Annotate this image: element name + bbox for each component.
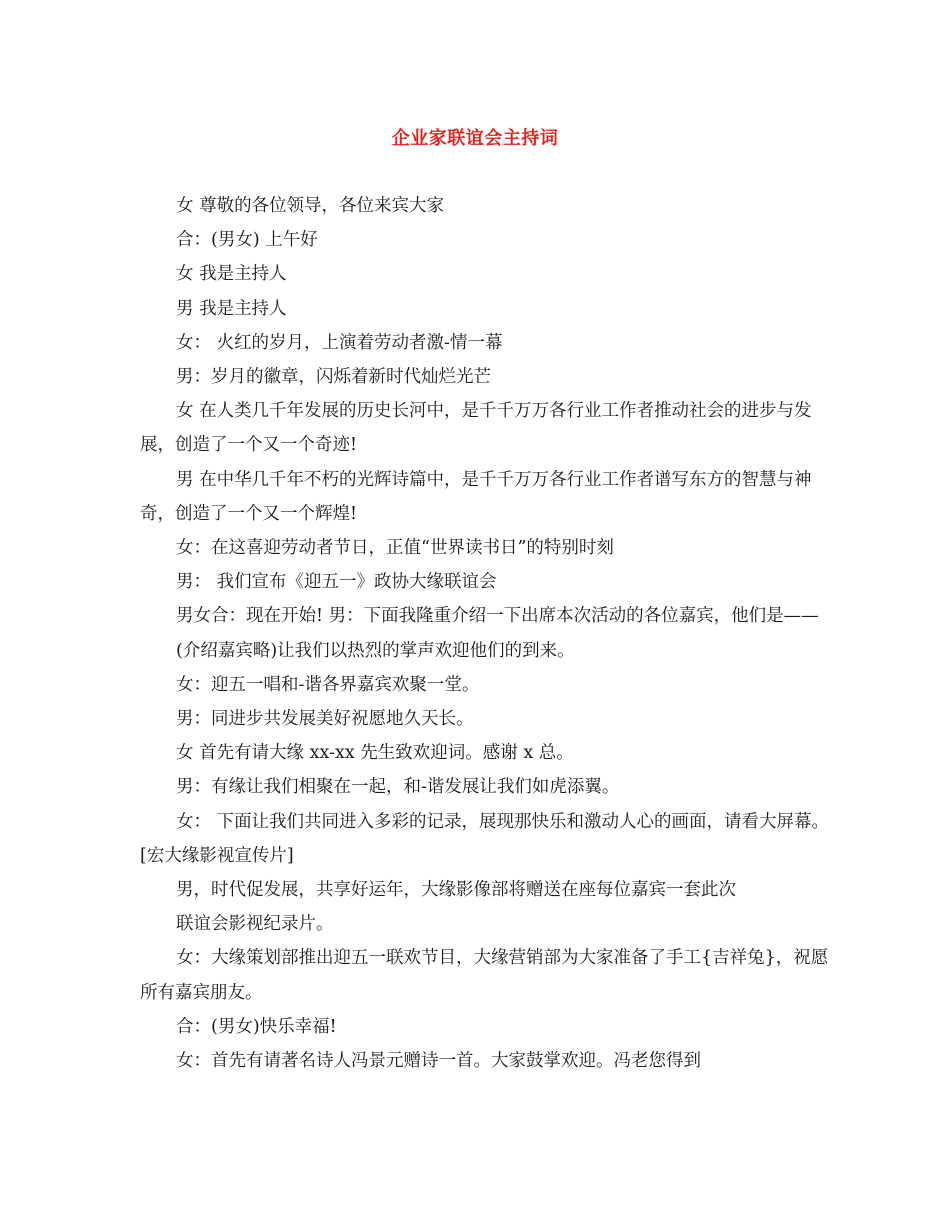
paragraph: 女：迎五一唱和-谐各界嘉宾欢聚一堂。 xyxy=(176,674,480,695)
paragraph: 男女合：现在开始! 男：下面我隆重介绍一下出席本次活动的各位嘉宾，他们是—— xyxy=(176,606,819,627)
paragraph: 女 我是主持人 xyxy=(176,264,287,285)
paragraph: 女：在这喜迎劳动者节日，正值“世界读书日”的特别时刻 xyxy=(176,538,614,559)
paragraph: 女 尊敬的各位领导，各位来宾大家 xyxy=(176,196,445,216)
document-title: 企业家联谊会主持词 xyxy=(391,128,559,149)
paragraph: 男：有缘让我们相聚在一起，和-谐发展让我们如虎添翼。 xyxy=(176,777,620,798)
paragraph: 女： 下面让我们共同进入多彩的记录，展现那快乐和激动人心的画面，请看大屏幕。[宏大缘影视宣传片] xyxy=(140,811,830,866)
paragraph: (介绍嘉宾略)让我们以热烈的掌声欢迎他们的到来。 xyxy=(176,640,575,661)
document-body xyxy=(140,189,830,1078)
paragraph: 女 在人类几千年发展的历史长河中，是千千万万各行业工作者推动社会的进步与发展，创造了一个又一个奇迹! xyxy=(140,401,812,456)
paragraph: 男 我是主持人 xyxy=(176,298,287,319)
paragraph: 男：同进步共发展美好祝愿地久天长。 xyxy=(176,709,474,730)
paragraph: 联谊会影视纪录片。 xyxy=(176,914,334,935)
paragraph: 合：(男女) 上午好 xyxy=(176,230,318,251)
paragraph: 男 在中华几千年不朽的光辉诗篇中，是千千万万各行业工作者谱写东方的智慧与神奇，创造了一个又一个辉煌! xyxy=(140,469,812,524)
paragraph: 男： 我们宣布《迎五一》政协大缘联谊会 xyxy=(176,572,497,593)
paragraph: 女 首先有请大缘 xx-xx 先生致欢迎词。感谢 x 总。 xyxy=(176,743,574,764)
paragraph: 女：大缘策划部推出迎五一联欢节目，大缘营销部为大家准备了手工{吉祥兔}，祝愿所有嘉宾朋友。 xyxy=(140,948,829,1003)
paragraph: 女： 火红的岁月，上演着劳动者激-情一幕 xyxy=(176,332,503,353)
paragraph: 合：(男女)快乐幸福! xyxy=(176,1016,337,1037)
paragraph: 男：岁月的徽章，闪烁着新时代灿烂光芒 xyxy=(176,367,491,388)
paragraph: 女：首先有请著名诗人冯景元赠诗一首。大家鼓掌欢迎。冯老您得到 xyxy=(176,1051,701,1072)
paragraph: 男，时代促发展，共享好运年，大缘影像部将赠送在座每位嘉宾一套此次 xyxy=(176,880,736,901)
